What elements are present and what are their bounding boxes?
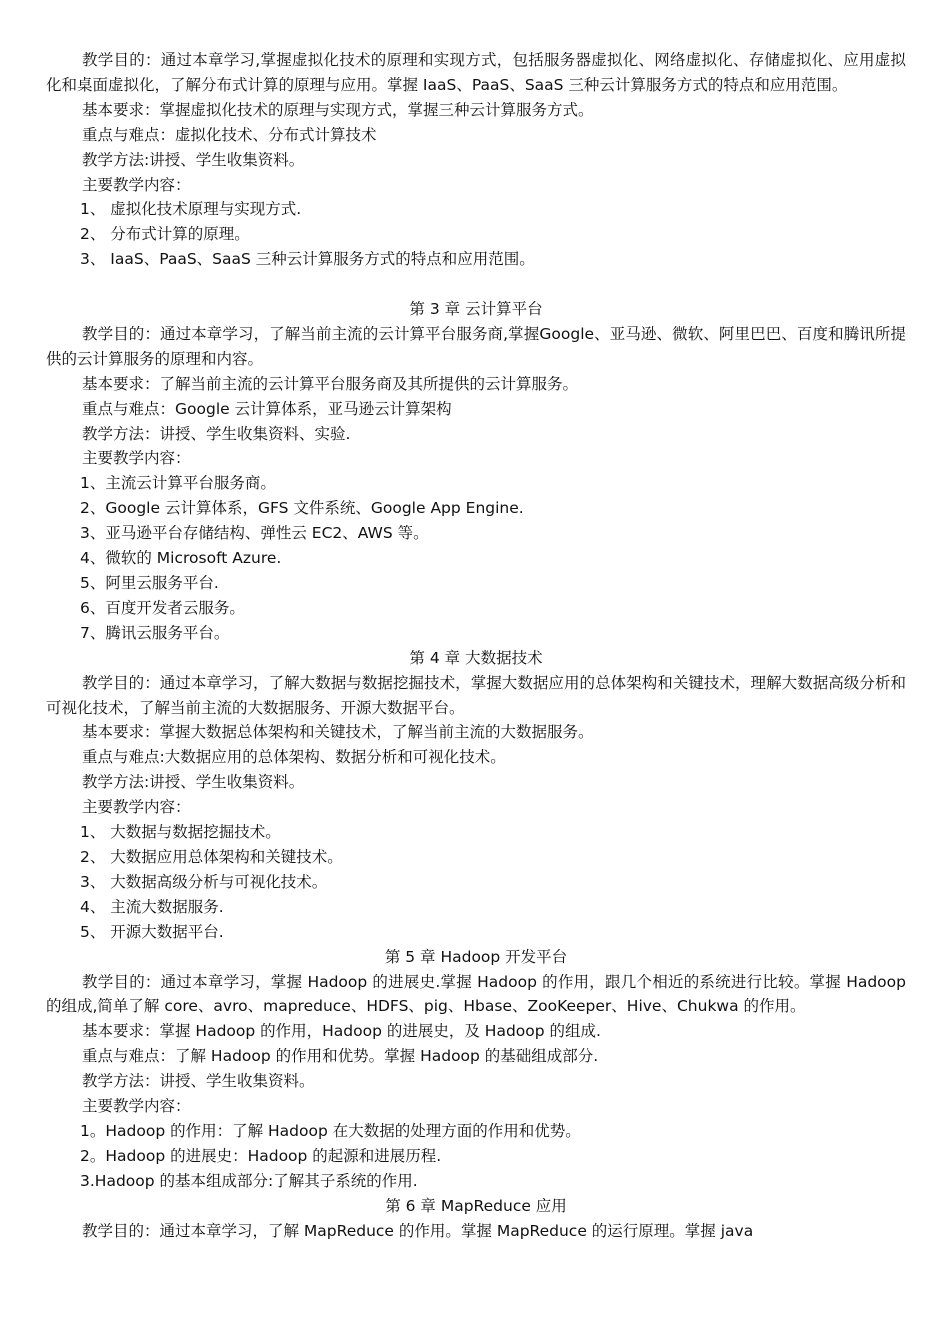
- ch3-content-item: 7、腾讯云服务平台。: [80, 623, 230, 642]
- ch2-content-item: 2、 分布式计算的原理。: [80, 225, 250, 244]
- ch3-basic-requirement: 基本要求：了解当前主流的云计算平台服务商及其所提供的云计算服务。: [82, 374, 579, 393]
- ch3-teaching-goal: 教学目的：通过本章学习，了解当前主流的云计算平台服务商,掌握Google、亚马逊、微软、阿里巴巴、百度和腾讯所提供的云计算服务的原理和内容。: [46, 324, 906, 368]
- ch5-teaching-method: 教学方法：讲授、学生收集资料。: [82, 1072, 315, 1091]
- chapter-6-section: [46, 1194, 906, 1244]
- ch3-content-item: 6、百度开发者云服务。: [80, 598, 245, 617]
- ch5-main-content-label: 主要教学内容：: [82, 1097, 191, 1116]
- ch4-basic-requirement: 基本要求：掌握大数据总体架构和关键技术，了解当前主流的大数据服务。: [82, 723, 594, 742]
- ch6-title: 第 6 章 MapReduce 应用: [385, 1196, 567, 1215]
- ch5-content-item: 3.Hadoop 的基本组成部分:了解其子系统的作用.: [80, 1171, 418, 1190]
- ch5-basic-requirement: 基本要求：掌握 Hadoop 的作用，Hadoop 的进展史，及 Hadoop 的组成.: [82, 1022, 601, 1041]
- spacer: [46, 272, 906, 297]
- ch4-main-content-label: 主要教学内容：: [82, 798, 191, 817]
- ch5-teaching-goal: 教学目的：通过本章学习，掌握 Hadoop 的进展史.掌握 Hadoop 的作用，跟几个相近的系统进行比较。掌握 Hadoop 的组成,简单了解 core、avro、mapreduce、HDFS、pig、Hbase、ZooKeeper、Hive、Chukwa 的作用。: [46, 972, 906, 1016]
- ch3-content-item: 5、阿里云服务平台.: [80, 574, 219, 593]
- ch3-content-item: 3、亚马逊平台存储结构、弹性云 EC2、AWS 等。: [80, 524, 429, 543]
- ch2-teaching-method: 教学方法:讲授、学生收集资料。: [82, 150, 305, 169]
- chapter-5-section: [46, 945, 906, 1194]
- ch2-content-item: 3、 IaaS、PaaS、SaaS 三种云计算服务方式的特点和应用范围。: [80, 250, 535, 269]
- ch2-basic-requirement: 基本要求：掌握虚拟化技术的原理与实现方式，掌握三种云计算服务方式。: [82, 100, 594, 119]
- ch4-content-item: 2、 大数据应用总体架构和关键技术。: [80, 847, 343, 866]
- ch2-teaching-goal: 教学目的：通过本章学习,掌握虚拟化技术的原理和实现方式，包括服务器虚拟化、网络虚拟化、存储虚拟化、应用虚拟化和桌面虚拟化，了解分布式计算的原理与应用。掌握 IaaS、PaaS、SaaS 三种云计算服务方式的特点和应用范围。: [46, 51, 906, 94]
- ch4-content-item: 3、 大数据高级分析与可视化技术。: [80, 872, 328, 891]
- chapter-2-section: [46, 48, 906, 272]
- ch3-key-difficulty: 重点与难点：Google 云计算体系，亚马逊云计算架构: [82, 399, 452, 418]
- chapter-3-section: [46, 297, 906, 646]
- ch4-teaching-goal: 教学目的：通过本章学习，了解大数据与数据挖掘技术，掌握大数据应用的总体架构和关键技术，理解大数据高级分析和可视化技术，了解当前主流的大数据服务、开源大数据平台。: [46, 673, 906, 717]
- ch4-content-item: 4、 主流大数据服务.: [80, 897, 224, 916]
- chapter-4-section: [46, 646, 906, 945]
- ch4-content-item: 5、 开源大数据平台.: [80, 922, 224, 941]
- ch3-teaching-method: 教学方法：讲授、学生收集资料、实验.: [82, 424, 351, 443]
- ch3-content-item: 1、主流云计算平台服务商。: [80, 474, 276, 493]
- ch2-main-content-label: 主要教学内容：: [82, 175, 191, 194]
- ch4-title: 第 4 章 大数据技术: [409, 648, 543, 667]
- ch3-content-item: 2、Google 云计算体系，GFS 文件系统、Google App Engine.: [80, 499, 524, 518]
- ch5-title: 第 5 章 Hadoop 开发平台: [384, 947, 568, 966]
- ch6-teaching-goal: 教学目的：通过本章学习，了解 MapReduce 的作用。掌握 MapReduce 的运行原理。掌握 java: [82, 1221, 754, 1240]
- ch4-content-item: 1、 大数据与数据挖掘技术。: [80, 823, 281, 842]
- ch2-content-item: 1、 虚拟化技术原理与实现方式.: [80, 200, 302, 219]
- ch3-main-content-label: 主要教学内容：: [82, 449, 191, 468]
- ch5-content-item: 2。Hadoop 的进展史：Hadoop 的起源和进展历程.: [80, 1146, 442, 1165]
- ch4-key-difficulty: 重点与难点:大数据应用的总体架构、数据分析和可视化技术。: [82, 748, 506, 767]
- ch2-key-difficulty: 重点与难点：虚拟化技术、分布式计算技术: [82, 125, 377, 144]
- ch5-key-difficulty: 重点与难点：了解 Hadoop 的作用和优势。掌握 Hadoop 的基础组成部分.: [82, 1047, 599, 1066]
- ch5-content-item: 1。Hadoop 的作用：了解 Hadoop 在大数据的处理方面的作用和优势。: [80, 1121, 581, 1140]
- ch4-teaching-method: 教学方法:讲授、学生收集资料。: [82, 773, 305, 792]
- ch3-title: 第 3 章 云计算平台: [409, 300, 543, 319]
- ch3-content-item: 4、微软的 Microsoft Azure.: [80, 549, 282, 568]
